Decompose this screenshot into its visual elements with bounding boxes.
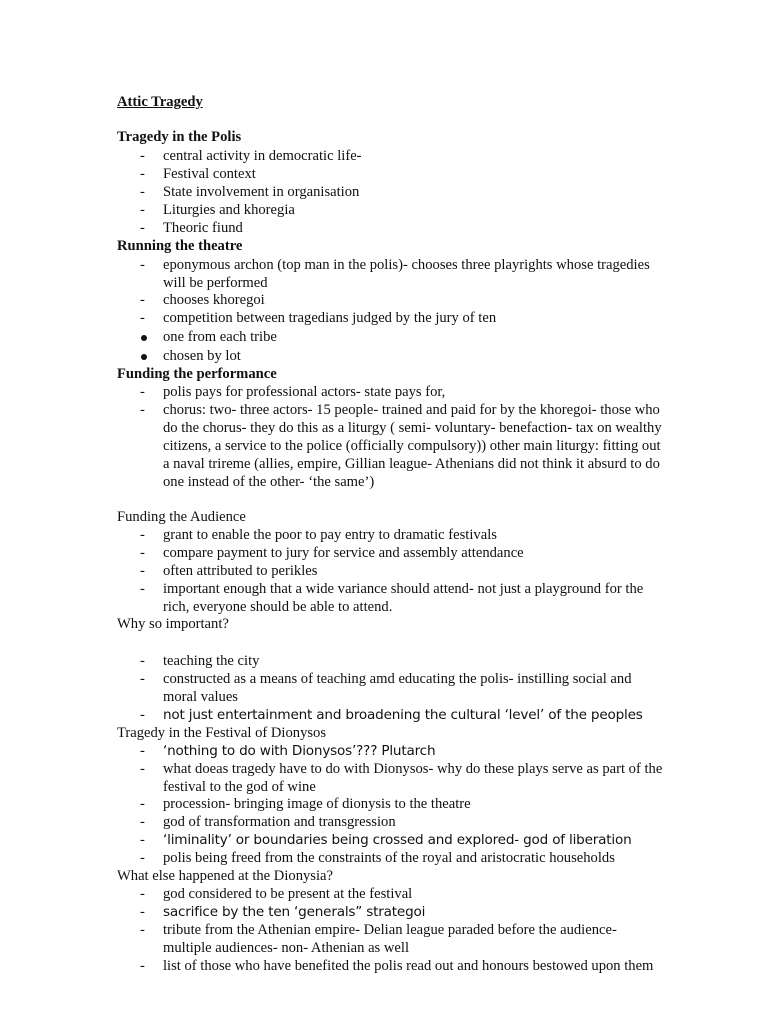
section-heading-funding-the-performance: Funding the performance (117, 366, 277, 382)
section-heading-tragedy-in-the-polis: Tragedy in the Polis (117, 129, 242, 145)
section-heading-tragedy-in-the-festival: Tragedy in the Festival of Dionysos (117, 725, 327, 741)
section-heading-why-so-important: Why so important? (117, 616, 229, 632)
section-heading-what-else-happened: What else happened at the Dionysia? (117, 868, 333, 884)
section-heading-running-the-theatre: Running the theatre (117, 238, 243, 254)
document-title: Attic Tragedy (117, 94, 203, 110)
section-heading-funding-the-audience: Funding the Audience (117, 509, 246, 525)
document-page: Attic Tragedy Tragedy in the Polis - central activity in democratic life- - Festival context - State involvement in organisation - Liturgies and khoregia - Theoric fiund Running the theatre - eponymous archon (top man in the polis)- chooses three playrights whose tragedies will be performed - chooses khoregoi - competition between tragedians judged by the jury of ten one from each tribe chosen by lot Funding the performance - polis pays for professional actors- state pays for, - chorus: two- three actors- 15 people- trained and paid for by the khoregoi- those who do the chorus- they do this as a liturgy ( semi- voluntary- benefaction- tax on wealthy citizens, a service to the police (officially compulsory)) other main liturgy: fitting out a naval trireme (allies, empire, Gillian league- Athenians did not think it absurd to do one instead of the other- ‘the same’) Funding the Audience - grant to enable the poor to pay entry to dramatic festivals - compare payment to jury for service and assembly attendance - often attributed to perikles - important enough that a wide variance should attend- not just a playground for the rich, everyone should be able to attend. Why so important? - teaching the city - constructed as a means of teaching amd educating the polis- instilling social and moral values - not just entertainment and broadening the cultural ‘level’ of the peoples Tragedy in the Festival of Dionysos - ‘nothing to do with Dionysos’??? Plutarch - what doeas tragedy have to do with Dionysos- why do these plays serve as part of the festival to the god of wine - procession- bringing image of dionysis to the theatre - god of transformation and transgression - ‘liminality’ or boundaries being crossed and explored- god of liberation - polis being freed from the constraints of the royal and aristocratic households What else happened at the Dionysia? - god considered to be present at the festival - sacrifice by the ten ‘generals” strategoi - tribute from the Athenian empire- Delian league paraded before the audience- multiple audiences- non- Athenian as well - list of those who have benefited the polis read out and honours bestowed upon them (117, 94, 663, 974)
